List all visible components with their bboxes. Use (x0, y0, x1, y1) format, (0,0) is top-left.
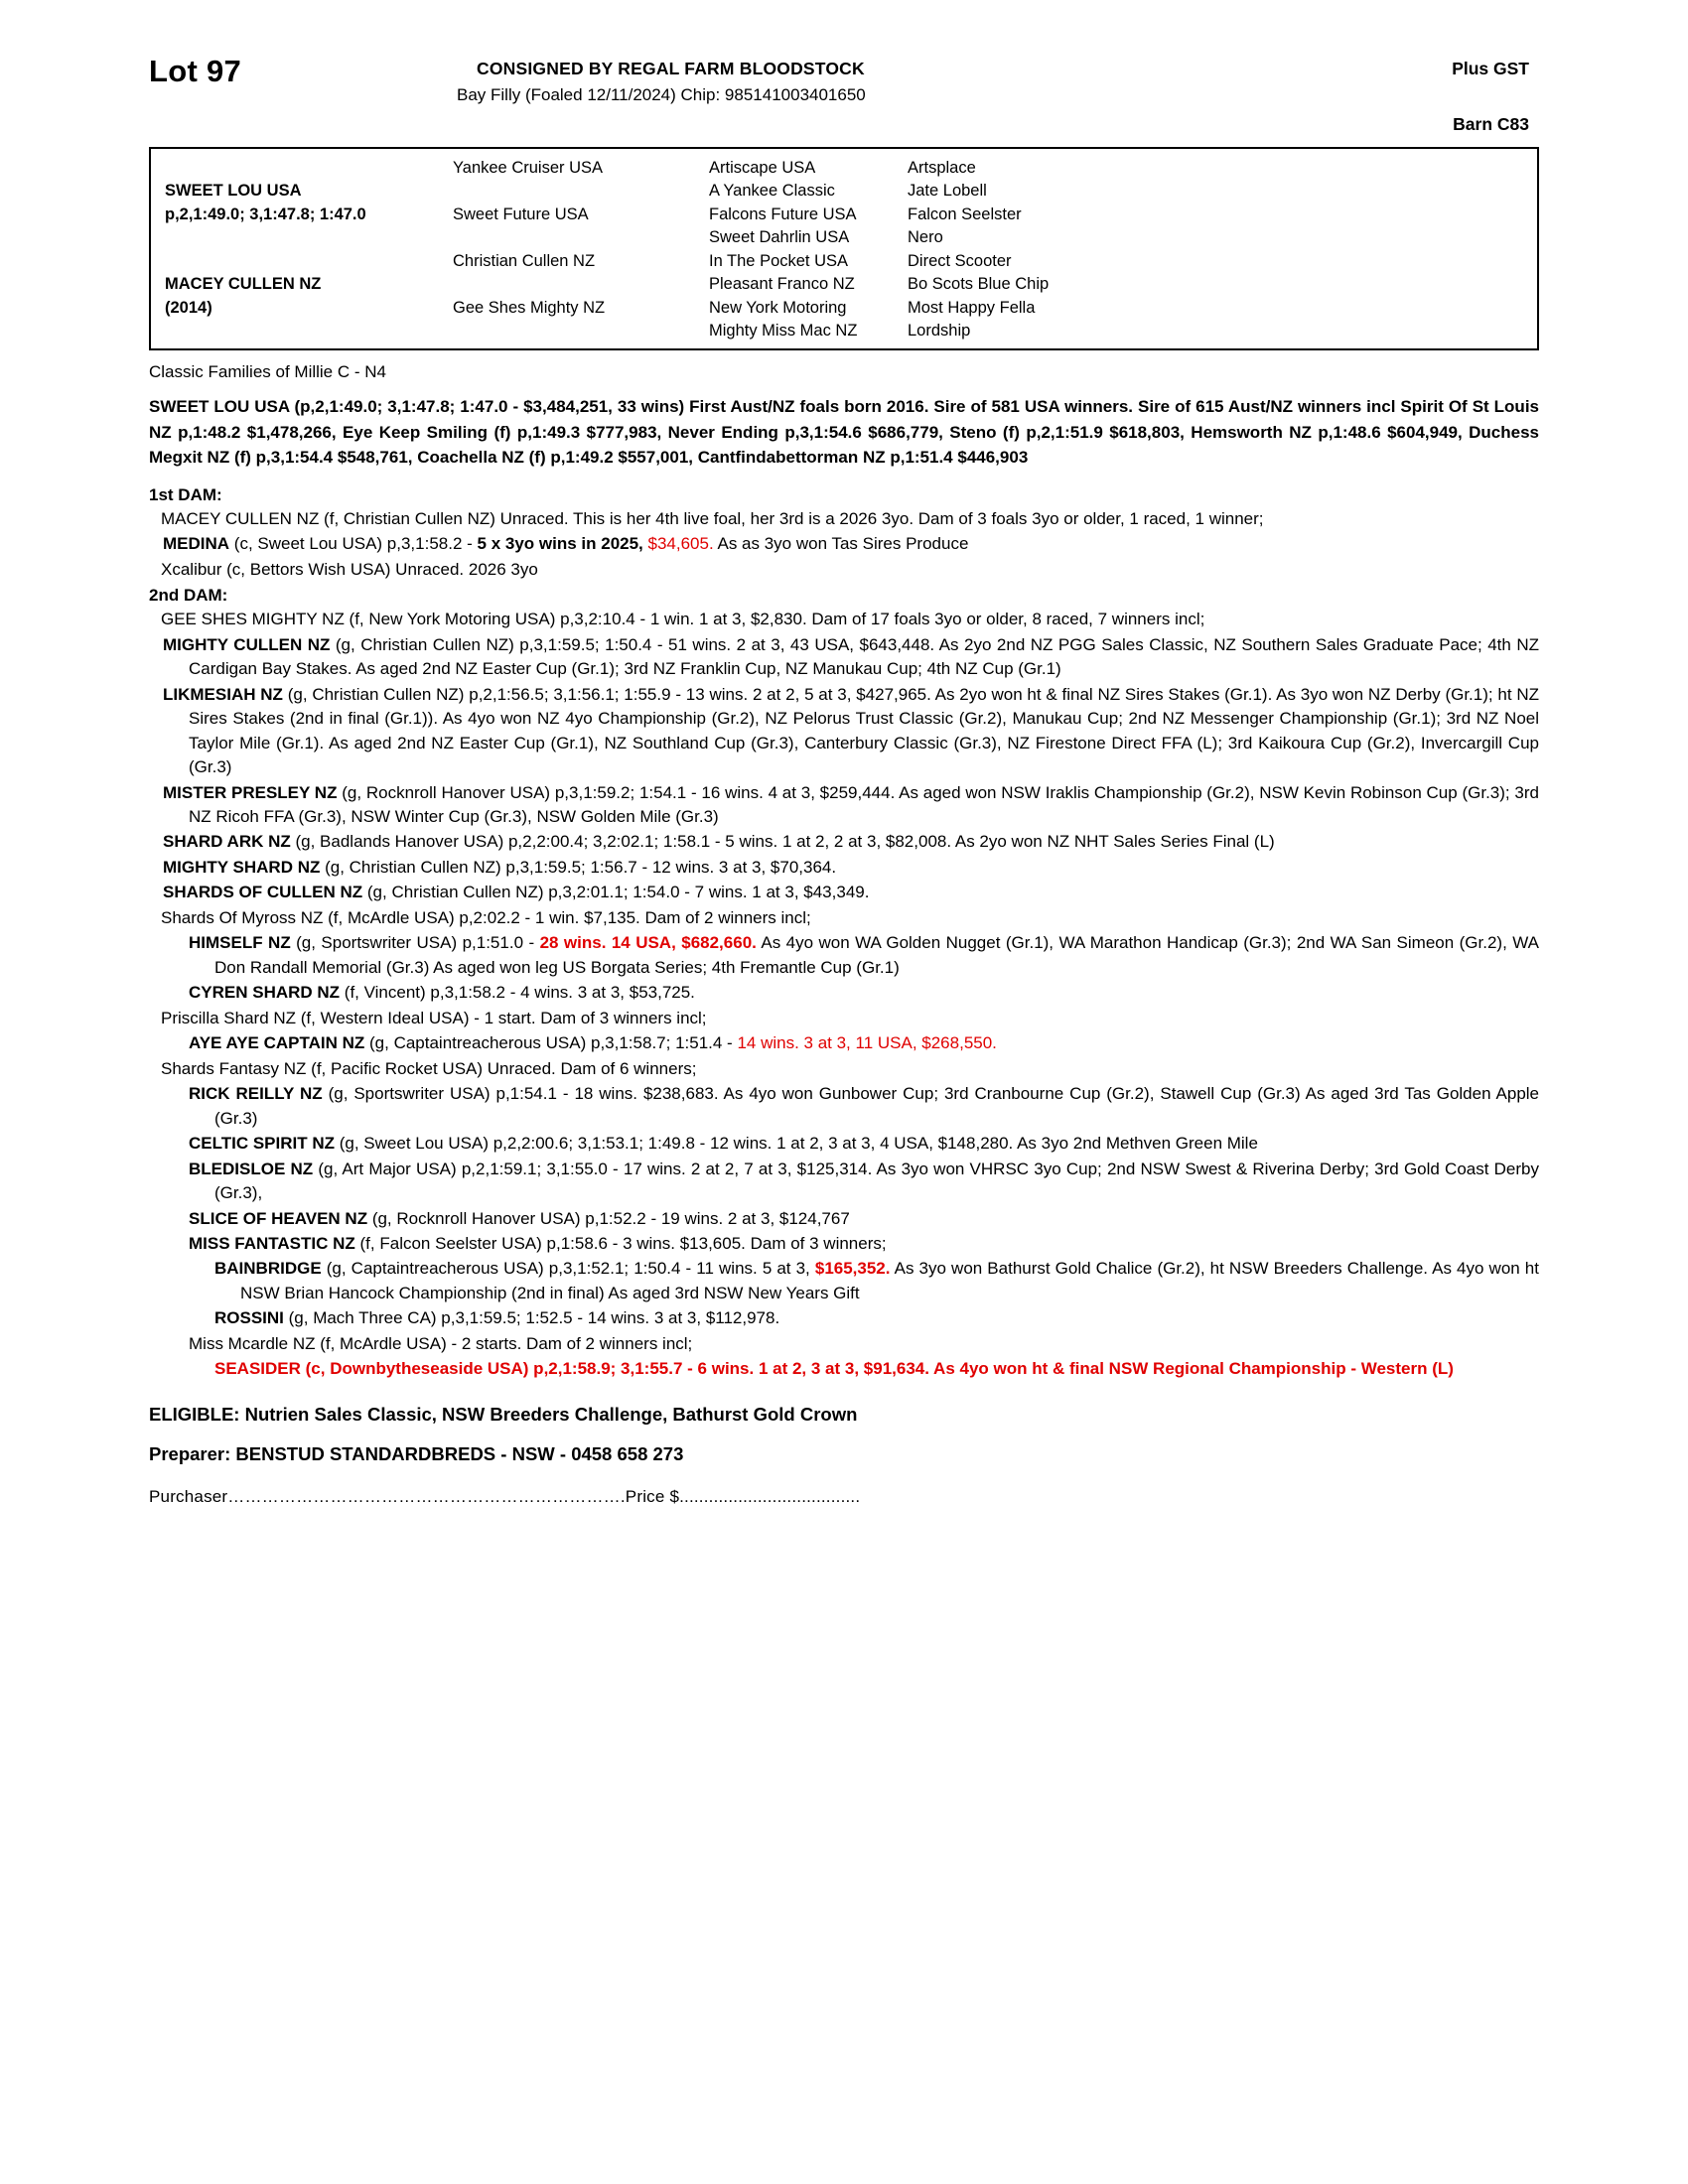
ped-dam-sire: Christian Cullen NZ (453, 251, 596, 270)
ped-gen4-5: Direct Scooter (908, 251, 1012, 270)
progeny-detail: (g, Sweet Lou USA) p,2,2:00.6; 3,1:53.1; 1:49.8 - 12 wins. 1 at 2, 3 at 3, 4 USA, $148,280. As 3yo 2nd Methven Green Mile (335, 1134, 1258, 1154)
bainbridge-detail-1: (g, Captaintreacherous USA) p,3,1:52.1; 1:50.4 - 11 wins. 5 at 3, (321, 1259, 815, 1279)
progeny-aye-aye-captain (149, 1031, 1539, 1055)
ped-gen4-4: Nero (908, 228, 943, 247)
progeny-detail: (g, Sportswriter USA) p,1:54.1 - 18 wins. $238,683. As 4yo won Gunbower Cup; 3rd Cranbourne Cup (Gr.2), Stawell Cup (Gr.3) As aged 3rd Tas Golden Apple (Gr.3) (214, 1084, 1540, 1128)
rossini-name: ROSSINI (214, 1308, 284, 1328)
progeny-entry (149, 856, 1539, 880)
progeny-entry (149, 1158, 1539, 1206)
ped-gen4-6: Bo Scots Blue Chip (908, 275, 1050, 294)
lot-number: Lot 97 (149, 54, 242, 88)
ped-gen3-6: Pleasant Franco NZ (709, 275, 855, 294)
progeny-miss-mcardle: Miss Mcardle NZ (f, McArdle USA) - 2 starts. Dam of 2 winners incl; (189, 1333, 693, 1353)
ped-sire-sire: Yankee Cruiser USA (453, 159, 604, 177)
pedigree-grid (151, 157, 1537, 342)
first-dam-line: MACEY CULLEN NZ (f, Christian Cullen NZ) Unraced. This is her 4th live foal, her 3rd is a 2026 3yo. Dam of 3 foals 3yo or older, 1 raced, 1 winner; (161, 508, 1264, 528)
barn-label: Barn C83 (1453, 114, 1529, 134)
ped-gen4-2: Jate Lobell (908, 182, 987, 201)
consignor-line: CONSIGNED BY REGAL FARM BLOODSTOCK (477, 59, 865, 78)
ped-blank-2 (449, 180, 705, 203)
progeny-name: MIGHTY SHARD NZ (163, 857, 321, 877)
ped-gen3-1: Artiscape USA (709, 159, 816, 177)
ped-sire-record: p,2,1:49.0; 3,1:47.8; 1:47.0 (165, 205, 366, 223)
progeny-detail: (g, Art Major USA) p,2,1:59.1; 3,1:55.0 - 17 wins. 2 at 2, 7 at 3, $125,314. As 3yo won VHRSC 3yo Cup; 2nd NSW Swest & Riverina Derby; 3rd Gold Coast Derby (Gr.3), (214, 1159, 1539, 1203)
progeny-priscilla: Priscilla Shard NZ (f, Western Ideal USA) - 1 start. Dam of 3 winners incl; (161, 1008, 707, 1027)
progeny-name: SLICE OF HEAVEN NZ (189, 1208, 368, 1228)
progeny-detail: (f, Falcon Seelster USA) p,1:58.6 - 3 wins. $13,605. Dam of 3 winners; (354, 1233, 887, 1253)
page-header (149, 48, 1539, 139)
progeny-detail: (g, Christian Cullen NZ) p,3,2:01.1; 1:54.0 - 7 wins. 1 at 3, $43,349. (362, 883, 870, 902)
bainbridge-detail-2: As 3yo won Bathurst Gold Chalice (Gr.2), ht NSW Breeders Challenge. As 4yo won ht NSW Brian Hancock Championship (2nd in final) As aged 3rd NSW New Years Gift (240, 1259, 1539, 1302)
ped-blank-5 (151, 250, 449, 273)
sire-paragraph: SWEET LOU USA (p,2,1:49.0; 3,1:47.8; 1:47.0 - $3,484,251, 33 wins) First Aust/NZ foals born 2016. Sire of 581 USA winners. Sire of 615 Aust/NZ winners incl Spirit Of St Louis NZ p,1:48.2 $1,478,266, Eye Keep Smiling (f) p,1:49.3 $777,983, Never Ending p,3,1:54.6 $686,779, Steno (f) p,2,1:51.9 $618,803, Hemsworth NZ p,1:48.6 $604,949, Duchess Megxit NZ (f) p,3,1:54.4 $548,761, Coachella NZ (f) p,1:49.2 $557,001, Cantfindabettorman NZ p,1:51.4 $446,903 (149, 397, 1539, 467)
ped-blank-8 (449, 320, 705, 342)
medina-name: MEDINA (163, 534, 230, 554)
cyren-detail: (f, Vincent) p,3,1:58.2 - 4 wins. 3 at 3, $53,725. (340, 983, 695, 1003)
progeny-detail: (g, Christian Cullen NZ) p,3,1:59.5; 1:50.4 - 51 wins. 2 at 3, 43 USA, $643,448. As 2yo 2nd NZ PGG Sales Classic, NZ Southern Sales Graduate Pace; 4th NZ Cardigan Bay Stakes. As aged 2nd NZ Easter Cup (Gr.1); 3rd NZ Franklin Cup, NZ Manukau Cup; 4th NZ Cup (Gr.1) (189, 634, 1539, 679)
progeny-bainbridge (149, 1257, 1539, 1305)
ped-blank-6 (449, 273, 705, 296)
progeny-name: MIGHTY CULLEN NZ (163, 634, 331, 654)
progeny-entry (149, 1232, 1539, 1256)
ped-gen4-3: Falcon Seelster (908, 205, 1022, 223)
second-dam-line: GEE SHES MIGHTY NZ (f, New York Motoring USA) p,3,2:10.4 - 1 win. 1 at 3, $2,830. Dam of 17 foals 3yo or older, 8 raced, 7 winners incl; (161, 610, 1205, 629)
progeny-entry (149, 633, 1539, 682)
progeny-name: BLEDISLOE NZ (189, 1159, 314, 1178)
ped-dam-name: MACEY CULLEN NZ (165, 275, 322, 294)
progeny-name: RICK REILLY NZ (189, 1084, 323, 1104)
progeny-entry (149, 881, 1539, 904)
medina-detail: (c, Sweet Lou USA) p,3,1:58.2 - (229, 534, 478, 554)
progeny-detail: (g, Badlands Hanover USA) p,2,2:00.4; 3,2:02.1; 1:58.1 - 5 wins. 1 at 2, 2 at 3, $82,008. As 2yo won NZ NHT Sales Series Final (L) (290, 832, 1275, 852)
ped-gen3-8: Mighty Miss Mac NZ (709, 321, 858, 340)
classic-families-line: Classic Families of Millie C - N4 (149, 362, 386, 382)
second-dam-heading: 2nd DAM: (149, 586, 228, 606)
ped-gen3-5: In The Pocket USA (709, 251, 849, 270)
himself-detail-1: (g, Sportswriter USA) p,1:51.0 - (290, 933, 540, 953)
progeny-name: SHARDS OF CULLEN NZ (163, 883, 363, 902)
himself-detail-2: As 4yo won WA Golden Nugget (Gr.1), WA Marathon Handicap (Gr.3); 2nd WA San Simeon (Gr.2), WA Don Randall Memorial (Gr.3) As aged won leg US Borgata Series; 4th Fremantle Cup (Gr.1) (214, 933, 1539, 977)
progeny-seasider: SEASIDER (c, Downbytheseaside USA) p,2,1:58.9; 3,1:55.7 - 6 wins. 1 at 2, 3 at 3, $91,634. As 4yo won ht & final NSW Regional Championship - Western (L) (214, 1359, 1454, 1379)
ped-dam-dam: Gee Shes Mighty NZ (453, 298, 606, 317)
horse-description: Bay Filly (Foaled 12/11/2024) Chip: 985141003401650 (457, 85, 866, 104)
ped-blank-1 (151, 157, 449, 180)
progeny-name: MISS FANTASTIC NZ (189, 1233, 355, 1253)
himself-name: HIMSELF NZ (189, 933, 291, 953)
aye-detail: (g, Captaintreacherous USA) p,3,1:58.7; 1:51.4 - (364, 1033, 738, 1053)
first-dam-progeny-medina (149, 532, 1539, 556)
progeny-himself (149, 931, 1539, 980)
ped-sire-name: SWEET LOU USA (165, 182, 302, 201)
ped-gen3-3: Falcons Future USA (709, 205, 857, 223)
aye-wins: 14 wins. 3 at 3, 11 USA, $268,550. (737, 1033, 997, 1053)
ped-blank-3 (151, 226, 449, 249)
progeny-entry (149, 1207, 1539, 1231)
ped-sire-dam: Sweet Future USA (453, 205, 589, 223)
progeny-cyren (149, 981, 1539, 1005)
ped-gen3-2: A Yankee Classic (709, 182, 835, 201)
progeny-entry (149, 1082, 1539, 1131)
progeny-entry (149, 683, 1539, 780)
medina-tail: As as 3yo won Tas Sires Produce (713, 534, 969, 554)
first-dam-progeny-xcalibur: Xcalibur (c, Bettors Wish USA) Unraced. 2026 3yo (161, 559, 538, 579)
progeny-detail: (g, Rocknroll Hanover USA) p,3,1:59.2; 1:54.1 - 16 wins. 4 at 3, $259,444. As aged won NSW Iraklis Championship (Gr.2), NSW Kevin Robinson Cup (Gr.3); 3rd NZ Ricoh FFA (Gr.3), NSW Winter Cup (Gr.3), NSW Golden Mile (Gr.3) (189, 782, 1539, 826)
first-dam-heading: 1st DAM: (149, 484, 222, 504)
bainbridge-earnings: $165,352. (814, 1259, 891, 1279)
ped-blank-4 (449, 226, 705, 249)
progeny-name: CELTIC SPIRIT NZ (189, 1134, 336, 1154)
progeny-entry (149, 1132, 1539, 1156)
progeny-rossini (149, 1306, 1539, 1330)
medina-wins: 5 x 3yo wins in 2025, (477, 534, 648, 554)
progeny-fantasy: Shards Fantasy NZ (f, Pacific Rocket USA) Unraced. Dam of 6 winners; (161, 1058, 697, 1078)
bainbridge-name: BAINBRIDGE (214, 1259, 322, 1279)
ped-gen3-4: Sweet Dahrlin USA (709, 228, 850, 247)
pedigree-box (149, 147, 1539, 350)
progeny-name: SHARD ARK NZ (163, 832, 291, 852)
aye-name: AYE AYE CAPTAIN NZ (189, 1033, 365, 1053)
eligible-line: ELIGIBLE: Nutrien Sales Classic, NSW Breeders Challenge, Bathurst Gold Crown (149, 1403, 858, 1425)
progeny-detail: (g, Rocknroll Hanover USA) p,1:52.2 - 19 wins. 2 at 3, $124,767 (367, 1208, 850, 1228)
cyren-name: CYREN SHARD NZ (189, 983, 341, 1003)
plus-gst-label: Plus GST (1452, 59, 1529, 78)
ped-gen4-8: Lordship (908, 321, 971, 340)
progeny-detail: (g, Christian Cullen NZ) p,3,1:59.5; 1:56.7 - 12 wins. 3 at 3, $70,364. (320, 857, 837, 877)
progeny-name: MISTER PRESLEY NZ (163, 782, 338, 802)
ped-gen4-7: Most Happy Fella (908, 298, 1036, 317)
ped-dam-year: (2014) (165, 298, 212, 317)
medina-earnings: $34,605. (647, 534, 714, 554)
progeny-detail: (g, Christian Cullen NZ) p,2,1:56.5; 3,1:56.1; 1:55.9 - 13 wins. 2 at 2, 5 at 3, $427,965. As 2yo won ht & final NZ Sires Stakes (Gr.1). As 3yo won NZ Derby (Gr.1); ht NZ Sires Stakes (2nd in final (Gr.1)). As 4yo won NZ 4yo Championship (Gr.2), NZ Pelorus Trust Classic (Gr.2), Manukau Cup; 2nd NZ Messenger Championship (Gr.1); 3rd NZ Noel Taylor Mile (Gr.1). As aged 2nd NZ Easter Cup (Gr.1), NZ Southland Cup (Gr.3), Canterbury Classic (Gr.3), NZ Firestone Direct FFA (L); 3rd Kaikoura Cup (Gr.2), Invercargill Cup (Gr.3) (189, 684, 1539, 777)
progeny-myross: Shards Of Myross NZ (f, McArdle USA) p,2:02.2 - 1 win. $7,135. Dam of 2 winners incl; (161, 907, 811, 927)
himself-wins: 28 wins. 14 USA, $682,660. (539, 933, 757, 953)
progeny-name: LIKMESIAH NZ (163, 684, 283, 704)
ped-gen4-1: Artsplace (908, 159, 976, 177)
progeny-entry (149, 830, 1539, 854)
ped-blank-7 (151, 320, 449, 342)
preparer-line: Preparer: BENSTUD STANDARDBREDS - NSW - 0458 658 273 (149, 1442, 684, 1464)
rossini-detail: (g, Mach Three CA) p,3,1:59.5; 1:52.5 - 14 wins. 3 at 3, $112,978. (283, 1308, 780, 1328)
purchaser-line: Purchaser…………………………………………………………….Price $..................................... (149, 1486, 861, 1506)
progeny-entry (149, 781, 1539, 830)
ped-gen3-7: New York Motoring (709, 298, 847, 317)
